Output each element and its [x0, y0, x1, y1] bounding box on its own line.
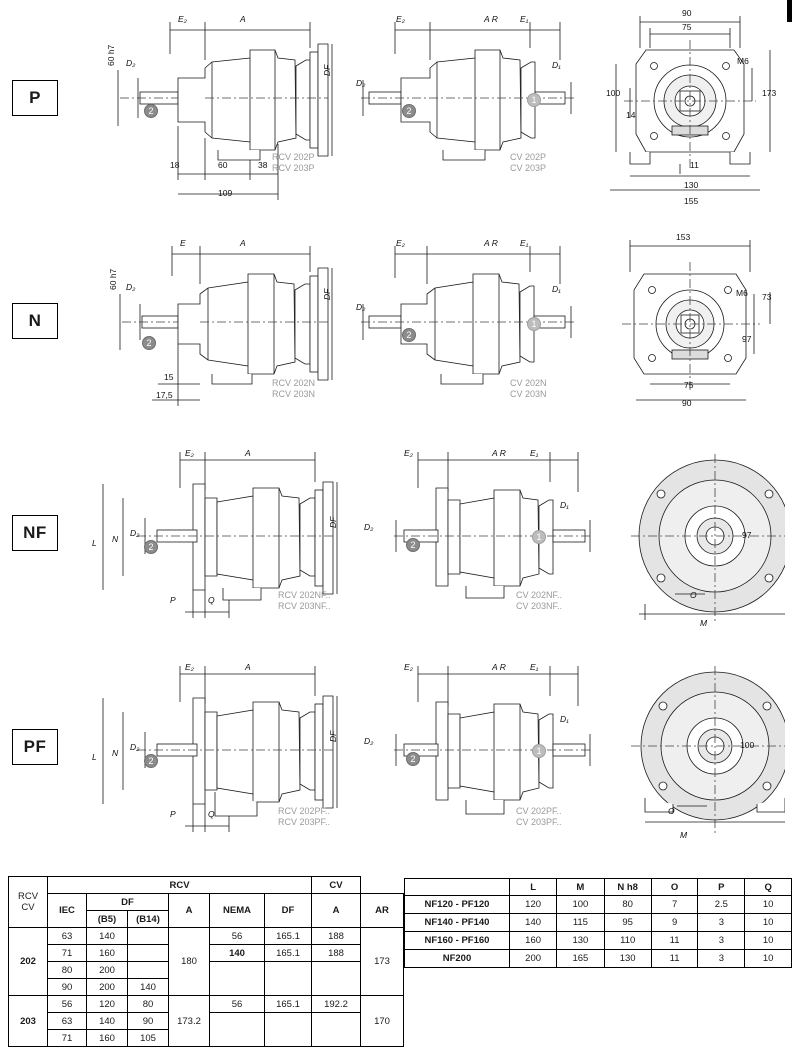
header-nema: NEMA: [210, 894, 265, 928]
dim-n-side-e2: E₂: [396, 238, 405, 248]
dim-nf-a: A: [245, 448, 251, 458]
table-row: [405, 932, 792, 950]
dim-n-side-d2: D₂: [356, 302, 366, 312]
cell-P: 2.5: [698, 896, 745, 914]
table-row: [405, 950, 792, 968]
cell-nema: 140: [210, 945, 265, 962]
callout-2-n-front: 2: [142, 336, 156, 350]
code-rcv203p: RCV 203P: [272, 163, 315, 173]
cell-a: [312, 962, 361, 996]
nf-pf-table: [404, 878, 792, 968]
drawing-row-n: [100, 232, 780, 422]
cell-L: 160: [509, 932, 556, 950]
dim-pf-end-100: 100: [740, 740, 755, 750]
cell-L: 140: [509, 914, 556, 932]
cell-iec: 56: [48, 996, 87, 1013]
cell-b14: 140: [128, 979, 169, 996]
table-row: [9, 928, 404, 945]
dim-p-109: 109: [218, 188, 233, 198]
code-cv203pf: CV 203PF..: [516, 817, 562, 827]
cell-N: 130: [604, 950, 651, 968]
dim-nf-e2: E₂: [185, 448, 194, 458]
dim-p-end-130: 130: [684, 180, 699, 190]
cell-Q: 10: [745, 896, 792, 914]
cell-b5: 160: [87, 1030, 128, 1047]
table-row: [405, 896, 792, 914]
callout-2-p-side: 2: [402, 104, 416, 118]
code-rcv203pf: RCV 203PF..: [278, 817, 331, 827]
cell-b5: 140: [87, 1013, 128, 1030]
dim-pf-side-e2: E₂: [404, 662, 413, 672]
dim-p-end-90: 90: [682, 8, 692, 18]
dim-pf-q: Q: [208, 809, 215, 819]
dim-n-side-ar: A R: [484, 238, 498, 248]
cell-a-203: 173.2: [169, 996, 210, 1047]
cell-M: 130: [557, 932, 604, 950]
cell-b14: 105: [128, 1030, 169, 1047]
dim-p-end-75: 75: [682, 22, 692, 32]
cell-b5: 160: [87, 945, 128, 962]
cell-b14: 80: [128, 996, 169, 1013]
table-row: [9, 894, 404, 911]
code-cv203nf: CV 203NF..: [516, 601, 563, 611]
corner-rcv: RCV: [17, 891, 39, 902]
cell-L: 120: [509, 896, 556, 914]
cell-iec: 63: [48, 1013, 87, 1030]
cell-Q: 10: [745, 950, 792, 968]
size-203: 203: [9, 996, 48, 1047]
header-Q: Q: [745, 879, 792, 896]
dim-n-side-e1: E₁: [520, 238, 529, 248]
dim-p-end-173: 173: [762, 88, 777, 98]
cell-iec: 71: [48, 945, 87, 962]
header-iec: IEC: [48, 894, 87, 928]
dim-p-60h7: 60 h7: [106, 44, 116, 66]
header-L: L: [509, 879, 556, 896]
cell-b5: 200: [87, 962, 128, 979]
code-cv203p: CV 203P: [510, 163, 547, 173]
dim-nf-n: N: [112, 534, 119, 544]
cell-nema: [210, 962, 265, 996]
dim-n-d2: D₂: [126, 282, 136, 292]
header-O: O: [651, 879, 698, 896]
dim-nf-side-d1: D₁: [560, 500, 569, 510]
row-name: NF160 - PF160: [405, 932, 510, 950]
dim-n-end-73: 73: [762, 292, 772, 302]
dim-nf-end-97: 97: [742, 530, 752, 540]
cell-df: [265, 962, 312, 996]
cell-L: 200: [509, 950, 556, 968]
dim-n-e: E: [180, 238, 186, 248]
table-row: [405, 914, 792, 932]
page-edge-marker: [787, 0, 792, 22]
cell-N: 110: [604, 932, 651, 950]
row-label-pf: PF: [12, 729, 58, 765]
cell-b5: 140: [87, 928, 128, 945]
cell-b14: [128, 962, 169, 979]
cell-Q: 10: [745, 914, 792, 932]
dim-p-end-m6: M6: [737, 56, 749, 66]
dim-p-end-100: 100: [606, 88, 621, 98]
dim-nf-df: DF: [328, 516, 338, 528]
group-header-rcv: RCV: [48, 877, 312, 894]
cell-O: 7: [651, 896, 698, 914]
dim-p-d2: D₂: [126, 58, 136, 68]
cell-b14: [128, 928, 169, 945]
dim-p-side-d2: D₂: [356, 78, 366, 88]
header-P: P: [698, 879, 745, 896]
dim-pf-p: P: [170, 809, 176, 819]
dim-p-end-11: 11: [690, 160, 699, 170]
dim-n-a: A: [240, 238, 246, 248]
dim-pf-side-ar: A R: [492, 662, 506, 672]
callout-2-pf-front: 2: [144, 754, 158, 768]
dim-pf-side-d2: D₂: [364, 736, 374, 746]
cell-Q: 10: [745, 932, 792, 950]
dim-n-end-153: 153: [676, 232, 691, 242]
code-rcv202n: RCV 202N: [272, 378, 316, 388]
dim-n-60h7: 60 h7: [108, 268, 118, 290]
dim-p-end-155: 155: [684, 196, 699, 206]
dim-n-side-d1: D₁: [552, 284, 561, 294]
cell-N: 95: [604, 914, 651, 932]
callout-2-nf-front: 2: [144, 540, 158, 554]
dim-n-175: 17,5: [156, 390, 173, 400]
cell-df: 165.1: [265, 945, 312, 962]
cell-O: 11: [651, 932, 698, 950]
header-M: M: [557, 879, 604, 896]
row-label-nf: NF: [12, 515, 58, 551]
callout-2-nf-side: 2: [406, 538, 420, 552]
cell-a: [312, 1013, 361, 1047]
dim-nf-p: P: [170, 595, 176, 605]
row-name: NF200: [405, 950, 510, 968]
dim-nf-side-d2: D₂: [364, 522, 374, 532]
code-cv203n: CV 203N: [510, 389, 547, 399]
code-cv202nf: CV 202NF..: [516, 590, 563, 600]
dim-nf-q: Q: [208, 595, 215, 605]
cell-nema: [210, 1013, 265, 1047]
cell-O: 11: [651, 950, 698, 968]
cell-a: 192.2: [312, 996, 361, 1013]
callout-2-n-side: 2: [402, 328, 416, 342]
table-row: [9, 996, 404, 1013]
dim-n-end-97: 97: [742, 334, 752, 344]
dim-n-end-90: 90: [682, 398, 692, 408]
header-a2: A: [312, 894, 361, 928]
dim-pf-a: A: [245, 662, 251, 672]
dim-pf-side-d1: D₁: [560, 714, 569, 724]
table-row: [9, 877, 404, 894]
dim-nf-end-m: M: [700, 618, 708, 628]
header-N: N h8: [604, 879, 651, 896]
rcv-cv-table: [8, 876, 404, 1047]
table-row: [405, 879, 792, 896]
cell-nema: 56: [210, 928, 265, 945]
code-cv202p: CV 202P: [510, 152, 547, 162]
callout-1-n-side: 1: [527, 317, 541, 331]
dim-pf-d2: D₂: [130, 742, 140, 752]
corner-cell: [9, 877, 48, 928]
dim-nf-side-e1: E₁: [530, 448, 539, 458]
dim-p-end-14: 14: [626, 110, 636, 120]
code-rcv202p: RCV 202P: [272, 152, 315, 162]
code-rcv202pf: RCV 202PF..: [278, 806, 331, 816]
dim-p-60: 60: [218, 160, 228, 170]
dim-p-side-e1: E₁: [520, 14, 529, 24]
dim-p-38: 38: [258, 160, 268, 170]
cell-ar-202: 173: [361, 928, 404, 996]
dim-p-side-d1: D₁: [552, 60, 561, 70]
corner-cv: CV: [21, 902, 35, 913]
dim-nf-side-ar: A R: [492, 448, 506, 458]
cell-b5: 200: [87, 979, 128, 996]
drawing-row-nf: [85, 442, 785, 642]
header-b14: (B14): [128, 911, 169, 928]
drawing-row-pf: [85, 656, 785, 856]
callout-1-nf-side: 1: [532, 530, 546, 544]
cell-df: [265, 1013, 312, 1047]
code-cv202pf: CV 202PF..: [516, 806, 562, 816]
code-rcv203n: RCV 203N: [272, 389, 316, 399]
cell-iec: 80: [48, 962, 87, 979]
row-name: NF140 - PF140: [405, 914, 510, 932]
row-label-n: N: [12, 303, 58, 339]
dim-nf-end-o: O: [690, 590, 697, 600]
cell-a: 188: [312, 928, 361, 945]
cell-nema: 56: [210, 996, 265, 1013]
size-202: 202: [9, 928, 48, 996]
cell-ar-203: 170: [361, 996, 404, 1047]
dim-p-18: 18: [170, 160, 180, 170]
cell-iec: 90: [48, 979, 87, 996]
cell-iec: 71: [48, 1030, 87, 1047]
callout-1-pf-side: 1: [532, 744, 546, 758]
dim-nf-l: L: [92, 538, 97, 548]
code-cv202n: CV 202N: [510, 378, 547, 388]
header-df2: DF: [265, 894, 312, 928]
cell-df: 165.1: [265, 996, 312, 1013]
cell-P: 3: [698, 950, 745, 968]
header-ar: AR: [361, 894, 404, 928]
cell-O: 9: [651, 914, 698, 932]
cell-M: 165: [557, 950, 604, 968]
cell-b14: [128, 945, 169, 962]
header-b5: (B5): [87, 911, 128, 928]
header-blank: [405, 879, 510, 896]
dim-nf-d2: D₂: [130, 528, 140, 538]
dim-pf-end-o: O: [668, 806, 675, 816]
dim-n-df: DF: [322, 288, 332, 300]
cell-b14: 90: [128, 1013, 169, 1030]
dim-pf-side-e1: E₁: [530, 662, 539, 672]
dim-n-15: 15: [164, 372, 174, 382]
callout-2-p-front: 2: [144, 104, 158, 118]
header-a: A: [169, 894, 210, 928]
cell-a-202: 180: [169, 928, 210, 996]
dim-pf-l: L: [92, 752, 97, 762]
dim-p-e2: E₂: [178, 14, 187, 24]
cell-N: 80: [604, 896, 651, 914]
group-header-cv: CV: [312, 877, 361, 894]
row-label-p: P: [12, 80, 58, 116]
header-df: DF: [87, 894, 169, 911]
dim-pf-end-m: M: [680, 830, 688, 840]
code-rcv203nf: RCV 203NF..: [278, 601, 331, 611]
cell-M: 115: [557, 914, 604, 932]
cell-P: 3: [698, 932, 745, 950]
dim-pf-e2: E₂: [185, 662, 194, 672]
dim-p-df: DF: [322, 64, 332, 76]
cell-b5: 120: [87, 996, 128, 1013]
dim-pf-df: DF: [328, 730, 338, 742]
dim-p-side-ar: A R: [484, 14, 498, 24]
row-name: NF120 - PF120: [405, 896, 510, 914]
dim-n-end-75: 75: [684, 380, 694, 390]
callout-1-p-side: 1: [527, 93, 541, 107]
drawing-row-p: [100, 8, 780, 218]
dim-p-a: A: [240, 14, 246, 24]
dim-pf-n: N: [112, 748, 119, 758]
dim-n-end-m6: M6: [736, 288, 748, 298]
cell-P: 3: [698, 914, 745, 932]
callout-2-pf-side: 2: [406, 752, 420, 766]
cell-a: 188: [312, 945, 361, 962]
dim-p-side-e2: E₂: [396, 14, 405, 24]
dim-nf-side-e2: E₂: [404, 448, 413, 458]
cell-M: 100: [557, 896, 604, 914]
cell-iec: 63: [48, 928, 87, 945]
cell-df: 165.1: [265, 928, 312, 945]
code-rcv202nf: RCV 202NF..: [278, 590, 331, 600]
